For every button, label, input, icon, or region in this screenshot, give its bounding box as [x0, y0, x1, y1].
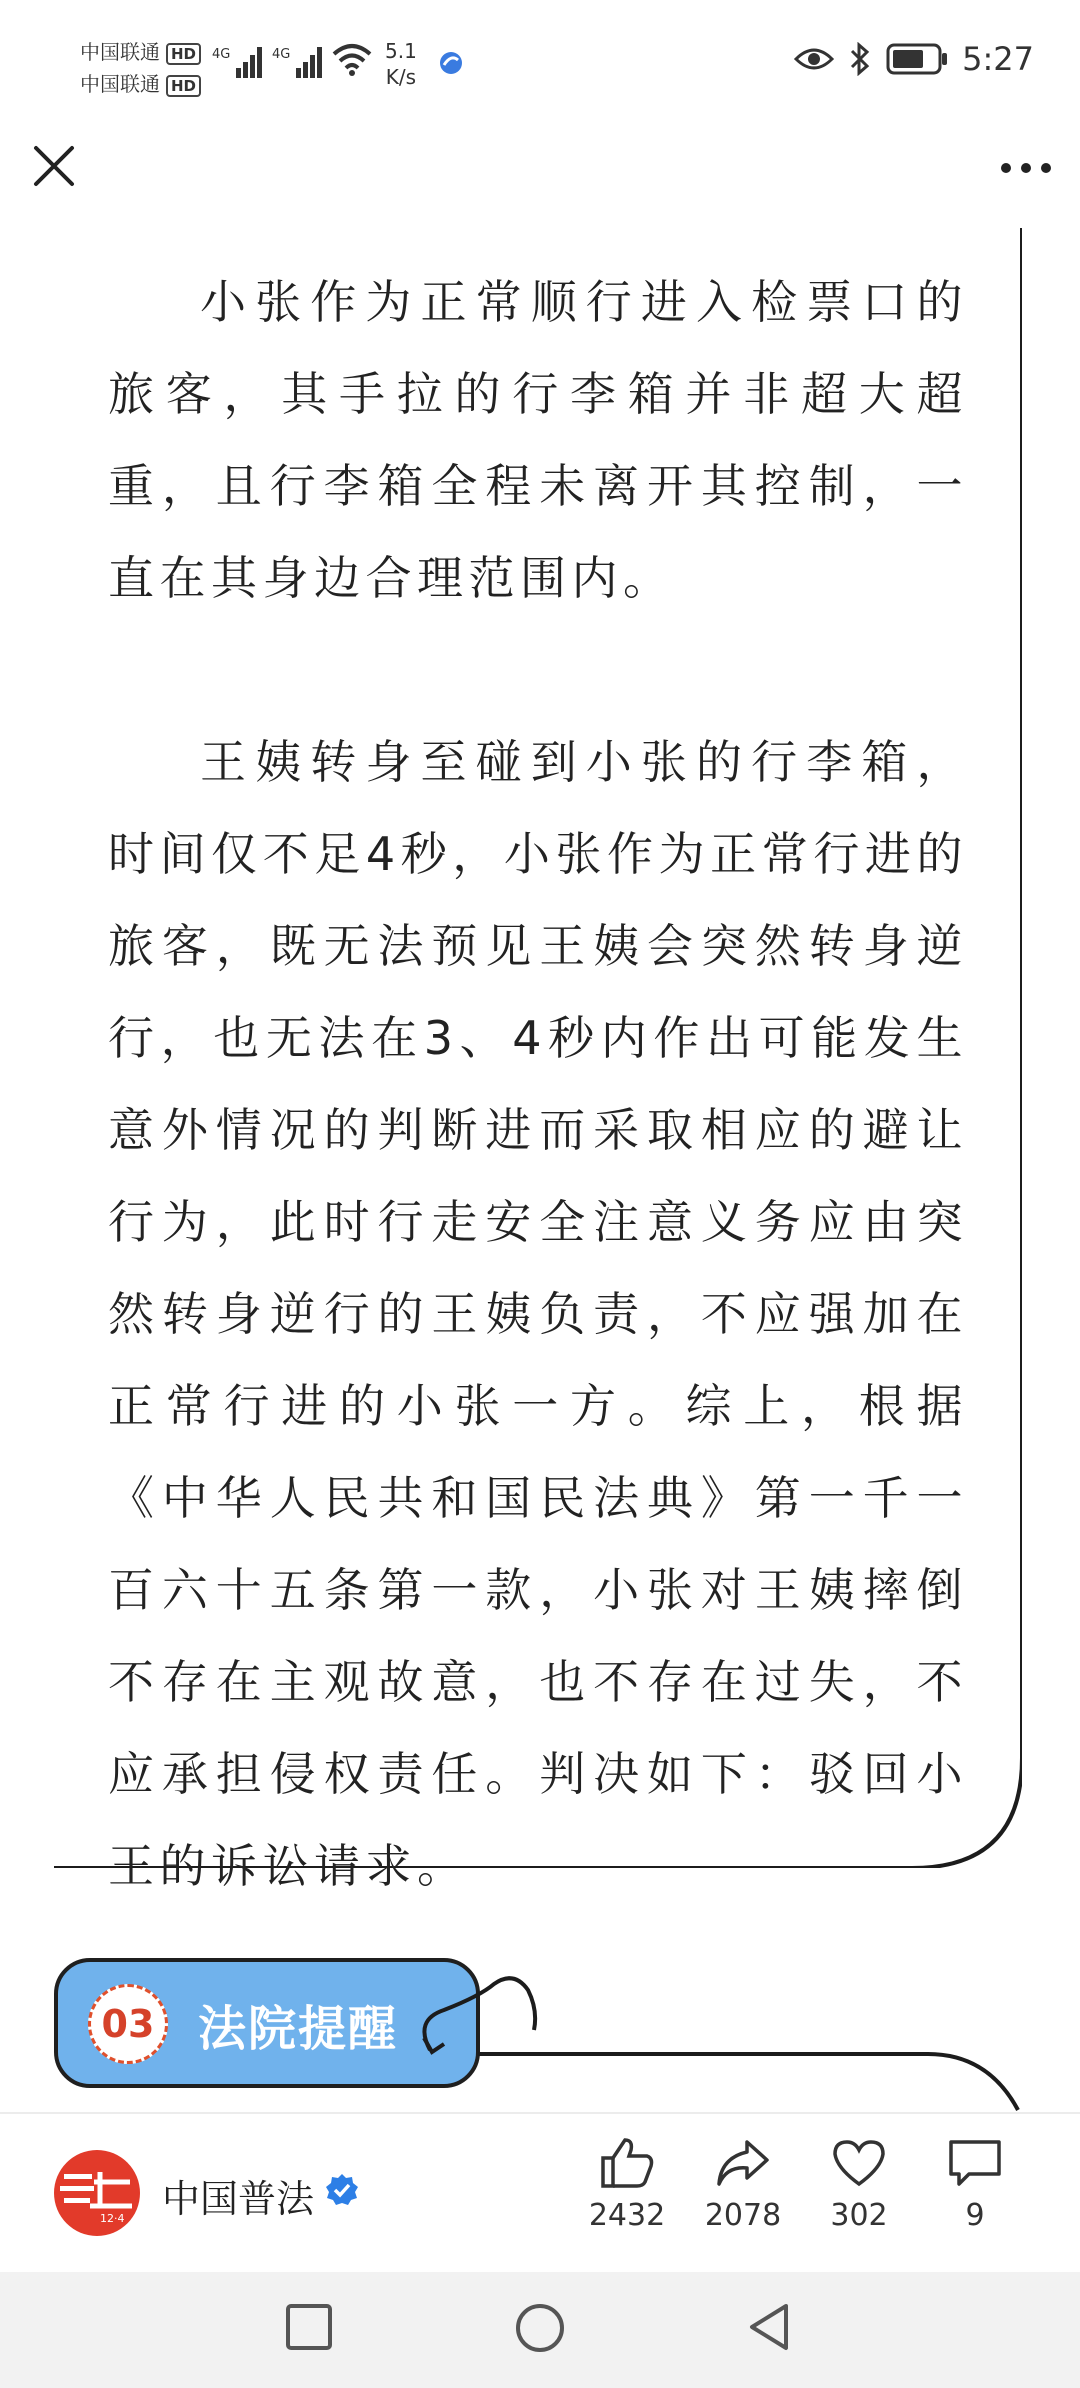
net-speed-value: 5.1 [385, 39, 417, 63]
avatar[interactable] [54, 2150, 140, 2236]
favorite-button[interactable] [804, 2136, 914, 2233]
share-count: 2078 [704, 2198, 782, 2233]
recent-apps-icon[interactable] [284, 2302, 334, 2352]
back-icon[interactable] [746, 2302, 792, 2352]
heart-icon [831, 2136, 887, 2190]
avatar-text: 12·4 [100, 2212, 125, 2225]
signal-icon [212, 42, 264, 80]
bluetooth-icon [848, 42, 872, 76]
hd-badge-2: HD [166, 75, 201, 97]
top-bar [0, 128, 1080, 228]
svg-text:4G: 4G [272, 47, 291, 62]
share-icon [715, 2136, 771, 2190]
carrier-2-label: 中国联通 [80, 72, 160, 96]
article-paragraph: 王姨转身至碰到小张的行李箱，时间仅不足4秒，小张作为正常行进的旅客，既无法预见王姨会突然转身逆行，也无法在3、4秒内作出可能发生意外情况的判断进而采取相应的避让行为，此时行走安全注意义务应由突然转身逆行的王姨负责，不应强加在正常行进的小张一方。综上，根据《中华人民共和国民法典》第一千一百六十五条第一款，小张对王姨摔倒不存在主观故意，也不存在过失，不应承担侵权责任。判决如下：驳回小王的诉讼请求。 [108, 735, 968, 1893]
comment-count: 9 [965, 2198, 985, 2233]
like-button[interactable] [572, 2136, 682, 2233]
home-icon[interactable] [514, 2302, 566, 2354]
section-frame-line [478, 2050, 1028, 2112]
account-logo-icon [54, 2150, 140, 2236]
close-icon[interactable] [28, 140, 80, 192]
app-notification-icon [438, 50, 464, 76]
comment-button[interactable] [920, 2136, 1030, 2233]
net-speed-unit: K/s [385, 65, 417, 89]
section-number: 03 [88, 1984, 168, 2064]
carrier-1 [80, 36, 201, 65]
signal-icon-2 [272, 42, 324, 80]
battery-icon [886, 43, 948, 75]
share-button[interactable] [688, 2136, 798, 2233]
hd-badge: HD [166, 43, 201, 65]
favorite-count: 302 [830, 2198, 888, 2233]
more-icon[interactable] [996, 148, 1056, 188]
navigation-bar [0, 2272, 1080, 2388]
carrier-1-label: 中国联通 [80, 40, 160, 64]
svg-text:4G: 4G [212, 47, 231, 62]
eye-icon [794, 45, 834, 73]
article-paragraph: 小张作为正常顺行进入检票口的旅客，其手拉的行李箱并非超大超重，且行李箱全程未离开其控制，一直在其身边合理范围内。 [108, 275, 968, 605]
section-title: 法院提醒 [198, 2001, 399, 2057]
verified-badge-icon [324, 2172, 360, 2208]
swirl-decoration-icon [410, 1970, 540, 2060]
account-name[interactable]: 中国普法 [162, 2177, 315, 2221]
like-count: 2432 [588, 2198, 666, 2233]
status-right [794, 40, 1034, 78]
carrier-2 [80, 68, 201, 97]
action-bar [0, 2112, 1080, 2274]
status-bar [0, 0, 1080, 128]
wifi-icon [332, 42, 372, 76]
comment-icon [947, 2136, 1003, 2190]
thumbs-up-icon [599, 2136, 655, 2190]
net-speed [385, 38, 417, 90]
clock: 5:27 [962, 40, 1034, 78]
article-body [108, 256, 968, 1912]
